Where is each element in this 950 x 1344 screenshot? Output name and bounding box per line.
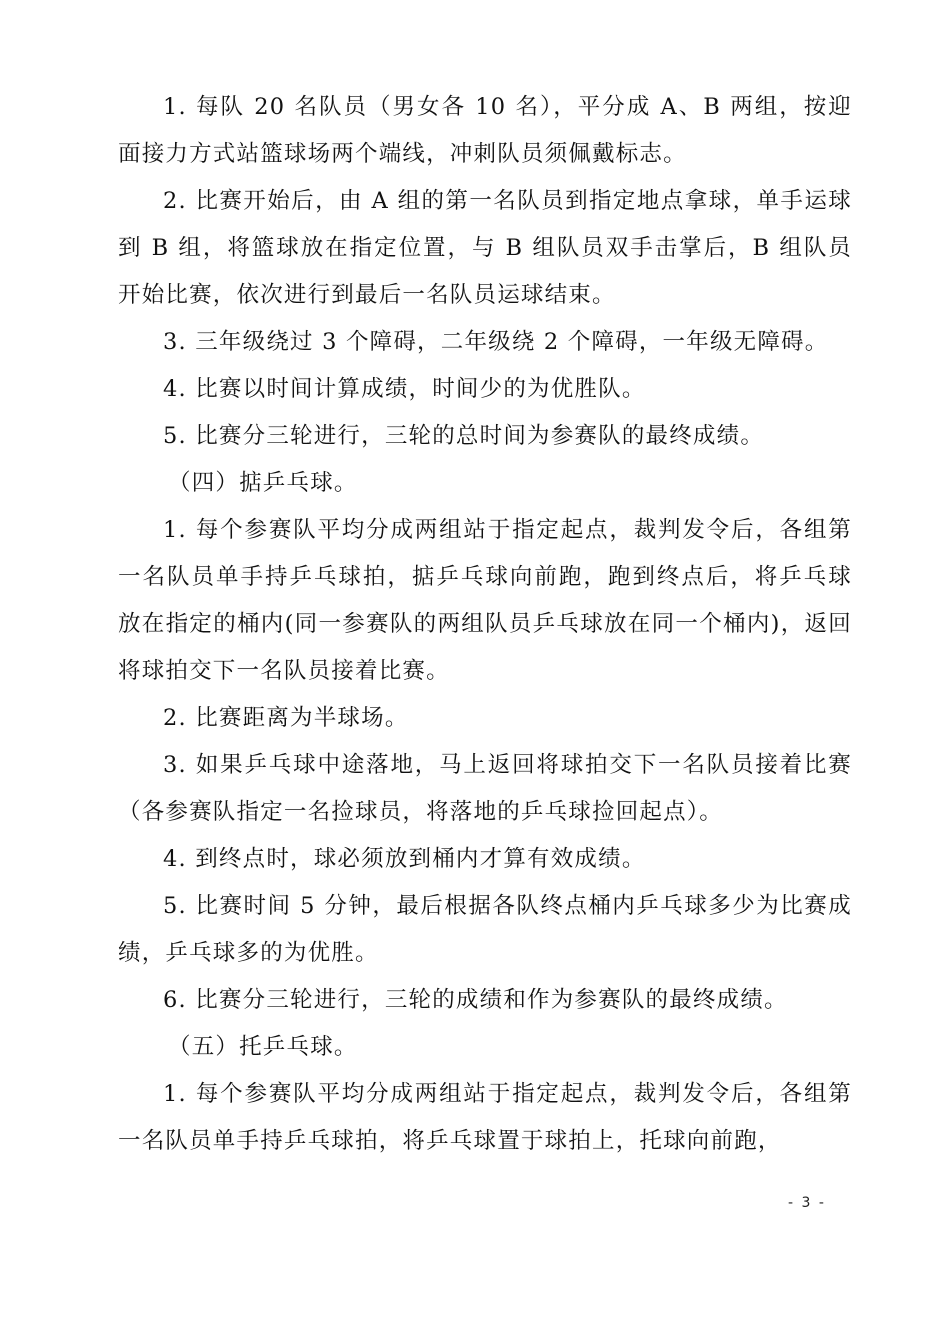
- rule-paragraph: 2. 比赛距离为半球场。: [163, 705, 409, 731]
- section-heading: （四）掂乒乓球。: [168, 470, 358, 496]
- rule-paragraph: 1. 每队 20 名队员（男女各 10 名），平分成 A、B 两组，按迎面接力方式站篮球场两个端线，冲刺队员须佩戴标志。: [118, 94, 852, 167]
- rule-paragraph: 1. 每个参赛队平均分成两组站于指定起点，裁判发令后，各组第一名队员单手持乒乓球拍，将乒乓球置于球拍上，托球向前跑，: [118, 1081, 852, 1154]
- document-body: [118, 84, 852, 1165]
- rule-paragraph: 1. 每个参赛队平均分成两组站于指定起点，裁判发令后，各组第一名队员单手持乒乓球拍，掂乒乓球向前跑，跑到终点后，将乒乓球放在指定的桶内(同一参赛队的两组队员乒乓球放在同一个桶内)，返回将球拍交下一名队员接着比赛。: [118, 517, 852, 684]
- rule-paragraph: 4. 比赛以时间计算成绩，时间少的为优胜队。: [163, 376, 646, 402]
- page-number: - 3 -: [788, 1195, 826, 1211]
- rule-paragraph: 3. 如果乒乓球中途落地，马上返回将球拍交下一名队员接着比赛（各参赛队指定一名捡球员，将落地的乒乓球捡回起点）。: [118, 752, 852, 825]
- rule-paragraph: 5. 比赛分三轮进行，三轮的总时间为参赛队的最终成绩。: [163, 423, 765, 449]
- rule-paragraph: 2. 比赛开始后，由 A 组的第一名队员到指定地点拿球，单手运球到 B 组，将篮球放在指定位置，与 B 组队员双手击掌后，B 组队员开始比赛，依次进行到最后一名队员运球结束。: [118, 188, 852, 308]
- rule-paragraph: 5. 比赛时间 5 分钟，最后根据各队终点桶内乒乓球多少为比赛成绩，乒乓球多的为优胜。: [118, 893, 852, 966]
- rule-paragraph: 6. 比赛分三轮进行，三轮的成绩和作为参赛队的最终成绩。: [163, 987, 788, 1013]
- rule-paragraph: 3. 三年级绕过 3 个障碍，二年级绕 2 个障碍，一年级无障碍。: [163, 329, 829, 355]
- rule-paragraph: 4. 到终点时，球必须放到桶内才算有效成绩。: [163, 846, 646, 872]
- section-heading: （五）托乒乓球。: [168, 1034, 358, 1060]
